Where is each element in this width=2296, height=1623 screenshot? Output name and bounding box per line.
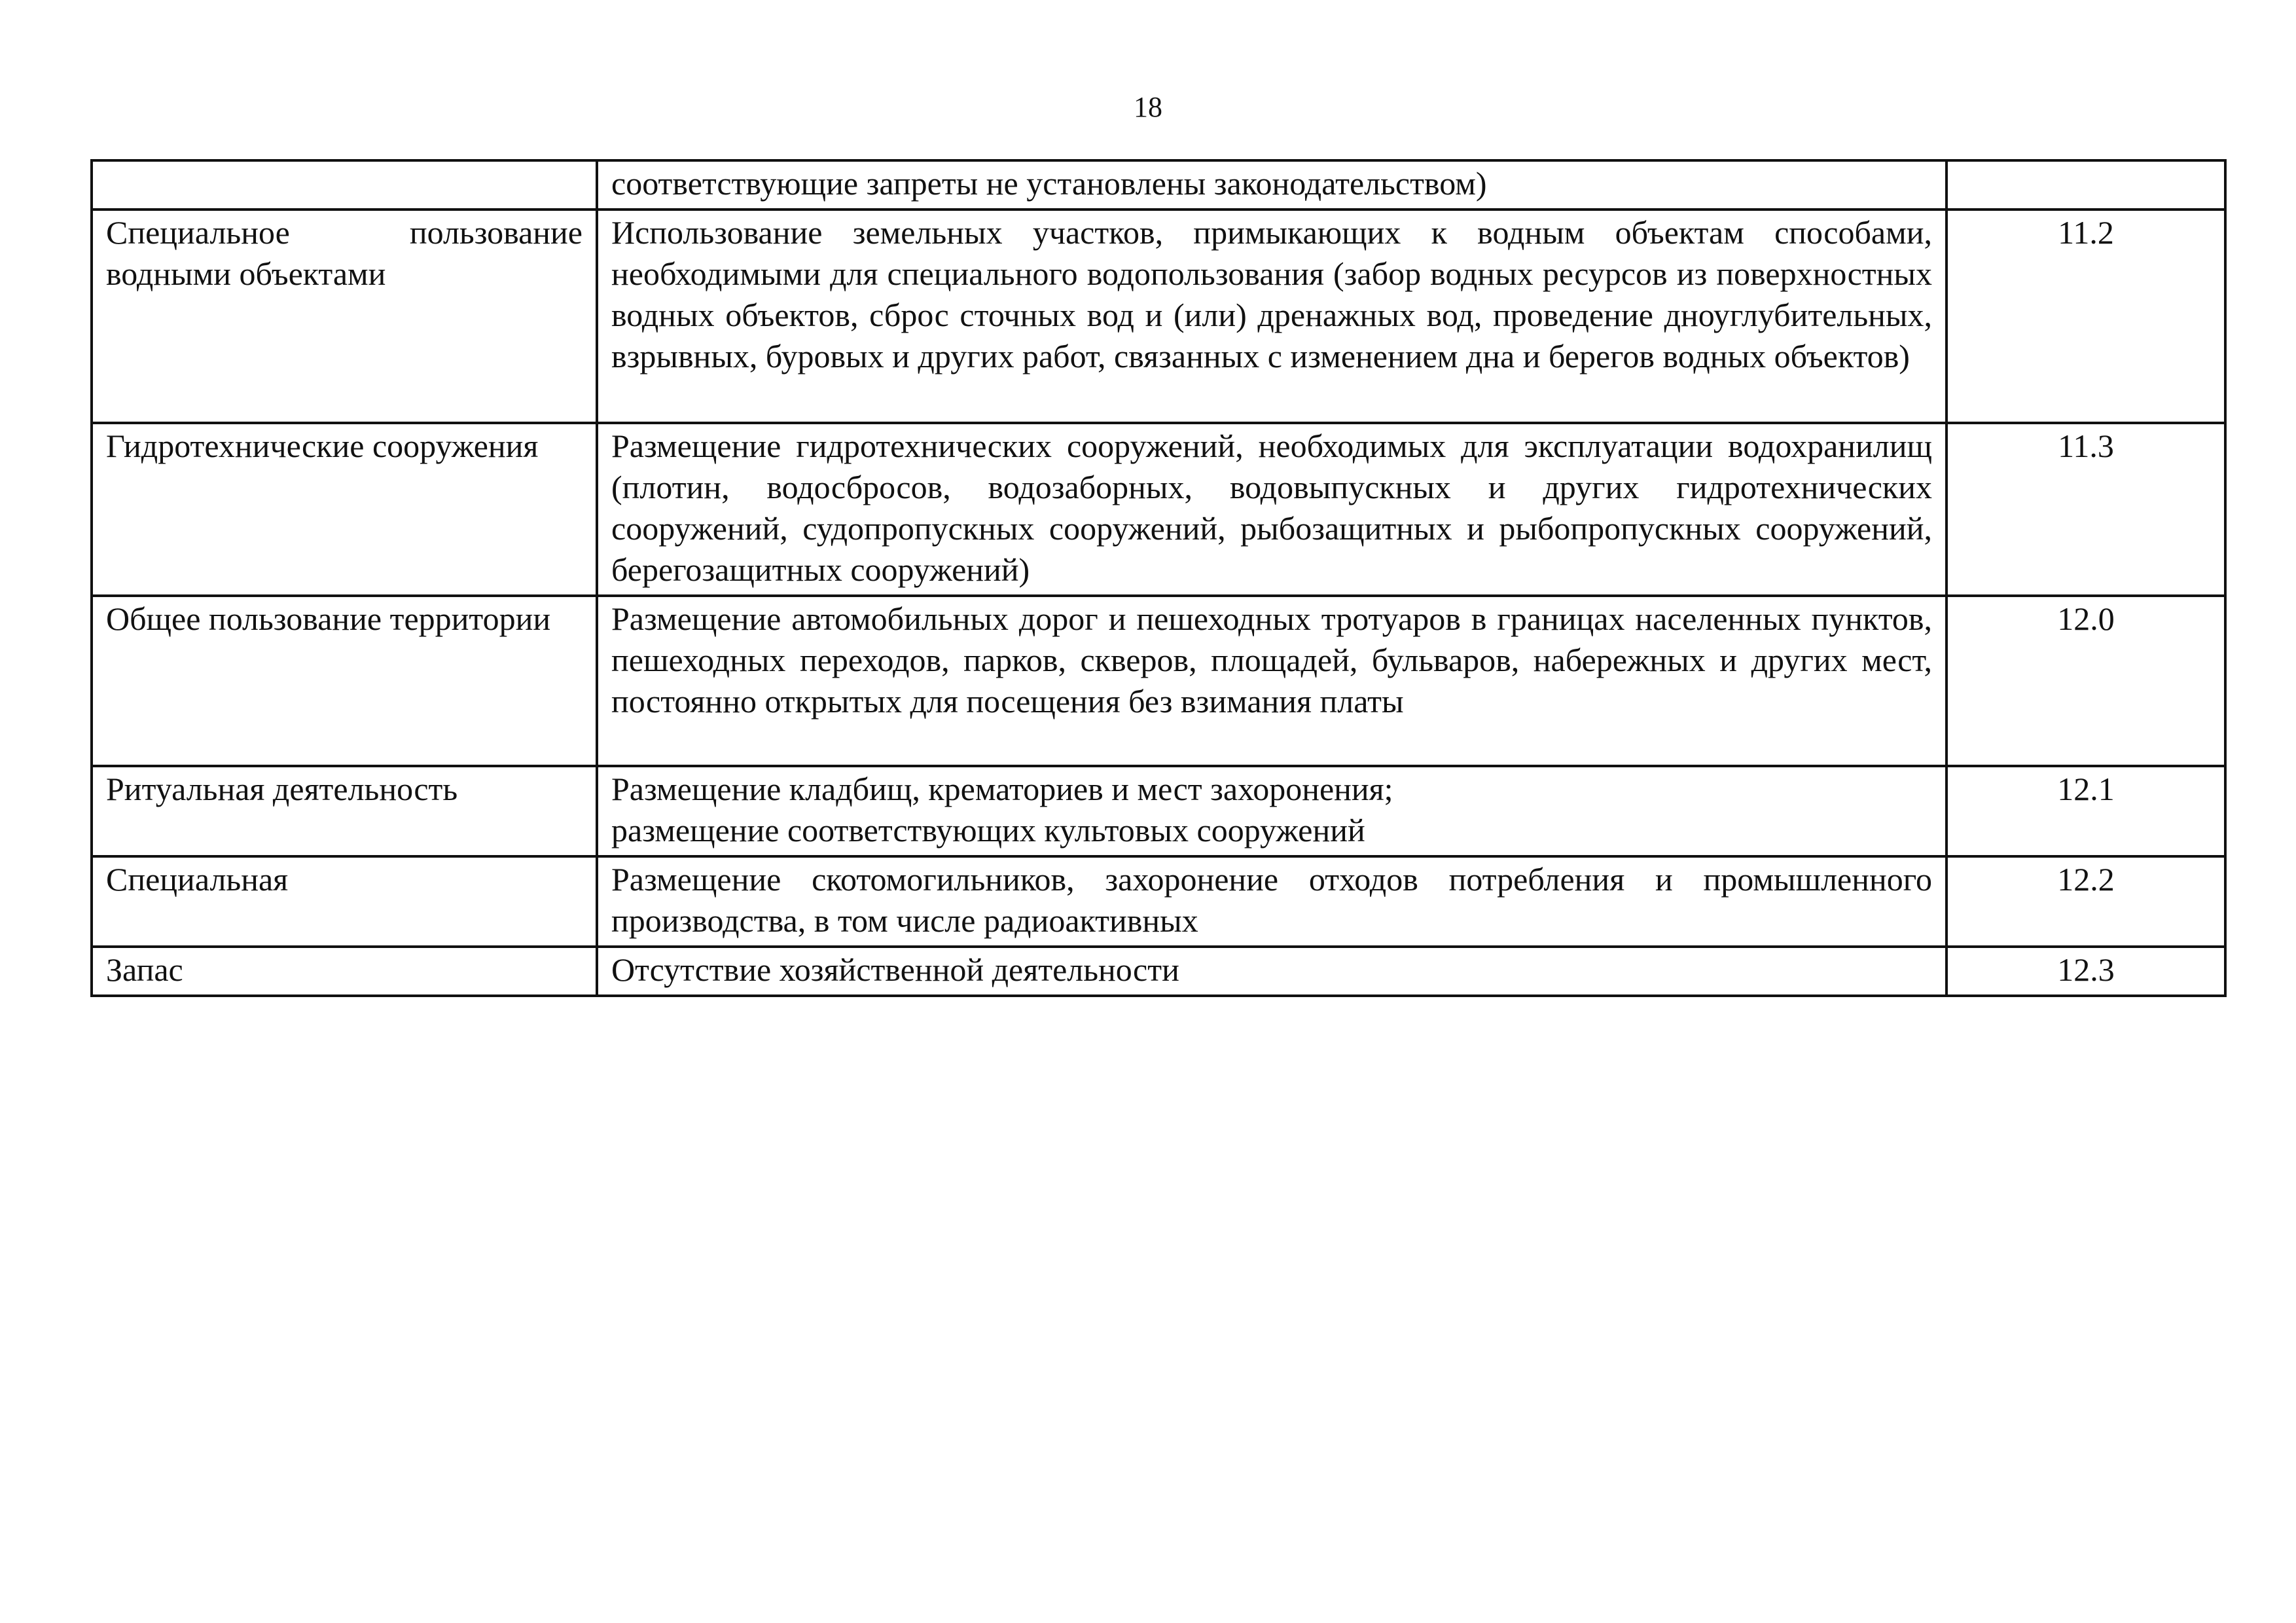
use-description-cell: Размещение гидротехнических сооружений, необходимых для эксплуатации водохранилищ (плотин, водосбросов, водозаборных, водовыпускных и других гидротехнических сооружений, судопропускных сооружений, рыбозащитных и рыбопропускных сооружений, берегозащитных сооружений) <box>597 423 1946 596</box>
use-code-cell: 12.3 <box>1946 947 2225 996</box>
table-row <box>92 856 2225 947</box>
use-description-cell: Размещение скотомогильников, захоронение отходов потребления и промышленного производства, в том числе радиоактивных <box>597 856 1946 947</box>
page-number: 18 <box>1134 91 1162 123</box>
use-type-cell <box>92 160 597 210</box>
use-code-cell: 12.2 <box>1946 856 2225 947</box>
use-description-cell: Размещение автомобильных дорог и пешеходных тротуаров в границах населенных пунктов, пешеходных переходов, парков, скверов, площадей, бульваров, набережных и других мест, постоянно открытых для посещения без взимания платы <box>597 596 1946 766</box>
use-description-cell: Отсутствие хозяйственной деятельности <box>597 947 1946 996</box>
use-code-cell: 12.0 <box>1946 596 2225 766</box>
table-row <box>92 210 2225 423</box>
use-type-cell: Специальное пользование водными объектами <box>92 210 597 423</box>
use-type-cell: Гидротехнические сооружения <box>92 423 597 596</box>
use-code-cell <box>1946 160 2225 210</box>
table-row <box>92 596 2225 766</box>
use-description-cell: Использование земельных участков, примыкающих к водным объектам способами, необходимыми для специального водопользования (забор водных ресурсов из поверхностных водных объектов, сброс сточных вод и (или) дренажных вод, проведение дноуглубительных, взрывных, буровых и других работ, связанных с изменением дна и берегов водных объектов) <box>597 210 1946 423</box>
description-line: Размещение кладбищ, крематориев и мест захоронения; <box>611 771 1393 807</box>
use-description-cell <box>597 766 1946 856</box>
table-row <box>92 423 2225 596</box>
table-row <box>92 160 2225 210</box>
table-row <box>92 766 2225 856</box>
use-code-cell: 11.3 <box>1946 423 2225 596</box>
use-code-cell: 12.1 <box>1946 766 2225 856</box>
use-code-cell: 11.2 <box>1946 210 2225 423</box>
use-description-cell: соответствующие запреты не установлены законодательством) <box>597 160 1946 210</box>
use-type-cell: Ритуальная деятельность <box>92 766 597 856</box>
use-type-cell: Запас <box>92 947 597 996</box>
table-row <box>92 947 2225 996</box>
use-type-cell: Общее пользование территории <box>92 596 597 766</box>
description-line: размещение соответствующих культовых сооружений <box>611 812 1365 848</box>
use-type-cell: Специальная <box>92 856 597 947</box>
land-use-table <box>90 159 2227 997</box>
